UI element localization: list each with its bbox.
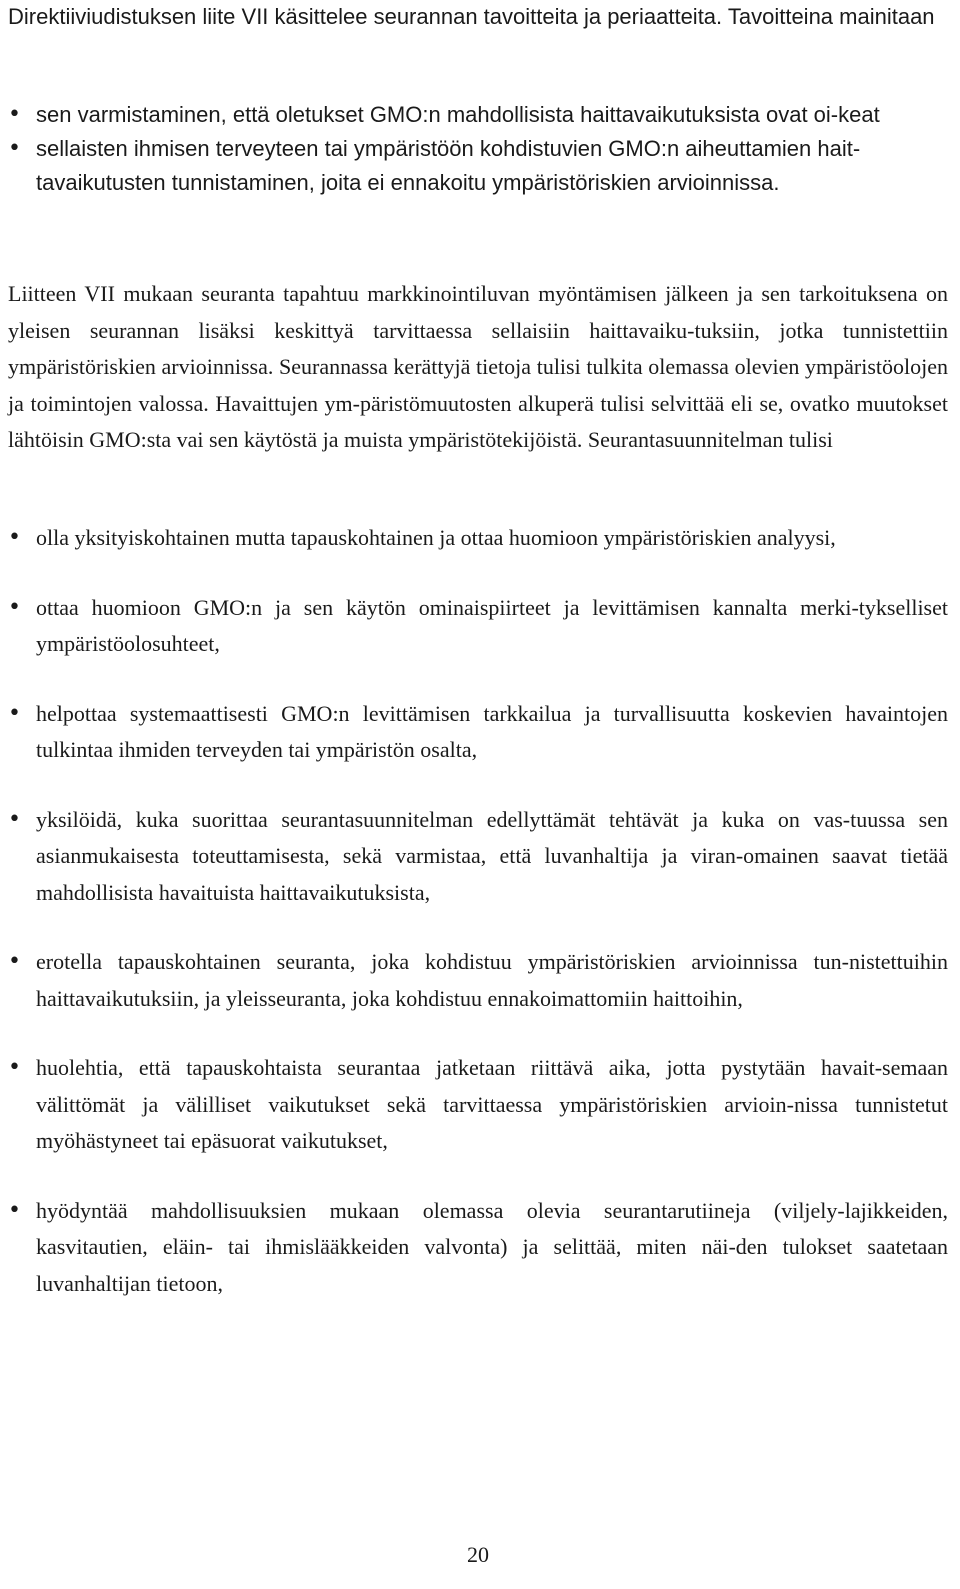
bullet-icon: • [8, 136, 21, 161]
list-item [8, 520, 948, 557]
plan-item-text: erotella tapauskohtainen seuranta, joka kohdistuu ympäristöriskien arvioinnissa tun-nistettuihin haittavaikutuksiin, ja yleisseuranta, joka kohdistuu ennakoimattomiin haittoihin, [36, 949, 948, 1011]
plan-requirements-list [8, 520, 948, 1302]
document-page [8, 0, 948, 1589]
plan-item-text: hyödyntää mahdollisuuksien mukaan olemassa olevia seurantarutiineja (viljely-lajikkeiden, kasvitautien, eläin- tai ihmislääkkeiden valvonta) ja selittää, miten näi-den tulokset saatetaan luvanhaltijan tietoon, [36, 1197, 948, 1296]
list-item [8, 98, 948, 132]
bullet-icon: • [8, 594, 21, 620]
bullet-icon: • [8, 949, 21, 974]
goals-list [8, 98, 948, 200]
bullet-icon: • [8, 1055, 21, 1080]
bullet-icon: • [8, 102, 21, 127]
plan-item-text: yksilöidä, kuka suorittaa seurantasuunnitelman edellyttämät tehtävät ja kuka on vas-tuussa sen asianmukaisesta toteuttamisesta, sekä varmistaa, että luvanhaltija ja viran-omainen saavat tietää mahdollisista havaituista haittavaikutuksista, [36, 806, 948, 905]
list-item [8, 132, 948, 200]
goal-text: sen varmistaminen, että oletukset GMO:n mahdollisista haittavaikutuksista ovat oi-keat [36, 102, 880, 127]
list-item [8, 1050, 948, 1160]
list-item [8, 590, 948, 663]
list-item [8, 802, 948, 912]
bullet-icon: • [8, 700, 21, 726]
body-paragraph: Liitteen VII mukaan seuranta tapahtuu markkinointiluvan myöntämisen jälkeen ja sen tarkoituksena on yleisen seurannan lisäksi keskittyä tarvittaessa sellaisiin haittavaiku-tuksiin, jotka tunnistettiin ympäristöriskien arvioinnissa. Seurannassa kerättyjä tietoja tulisi tulkita olemassa olevien ympäristöolojen ja toimintojen valossa. Havaittujen ym-päristömuutosten alkuperä tulisi selvittää eli se, ovatko muutokset lähtöisin GMO:sta vai sen käytöstä ja muista ympäristötekijöistä. Seurantasuunnitelman tulisi [8, 281, 948, 452]
plan-item-text: helpottaa systemaattisesti GMO:n levittämisen tarkkailua ja turvallisuutta koskevien havaintojen tulkintaa ihmiden terveyden tai ympäristön osalta, [36, 700, 948, 762]
bullet-icon: • [8, 1197, 21, 1223]
list-item [8, 1193, 948, 1303]
list-item [8, 696, 948, 769]
page-number: 20 [467, 1542, 489, 1567]
bullet-icon: • [8, 806, 21, 832]
goal-text: sellaisten ihmisen terveyteen tai ympäristöön kohdistuvien GMO:n aiheuttamien hait-tavaikutusten tunnistaminen, joita ei ennakoitu ympäristöriskien arvioinnissa. [36, 136, 861, 195]
intro-text: Direktiiviudistuksen liite VII käsittelee seurannan tavoitteita ja periaatteita. Tavoitteina mainitaan [8, 4, 935, 29]
bullet-icon: • [8, 525, 21, 550]
plan-item-text: ottaa huomioon GMO:n ja sen käytön ominaispiirteet ja levittämisen kannalta merki-tykselliset ympäristöolosuhteet, [36, 594, 948, 656]
list-item [8, 944, 948, 1017]
plan-item-text: olla yksityiskohtainen mutta tapauskohtainen ja ottaa huomioon ympäristöriskien analyysi, [36, 525, 836, 550]
plan-item-text: huolehtia, että tapauskohtaista seurantaa jatketaan riittävä aika, jotta pystytään havait-semaan välittömät ja välilliset vaikutukset sekä tarvittaessa ympäristöriskien arvioin-nissa tunnistetut myöhästyneet tai epäsuorat vaikutukset, [36, 1055, 948, 1153]
